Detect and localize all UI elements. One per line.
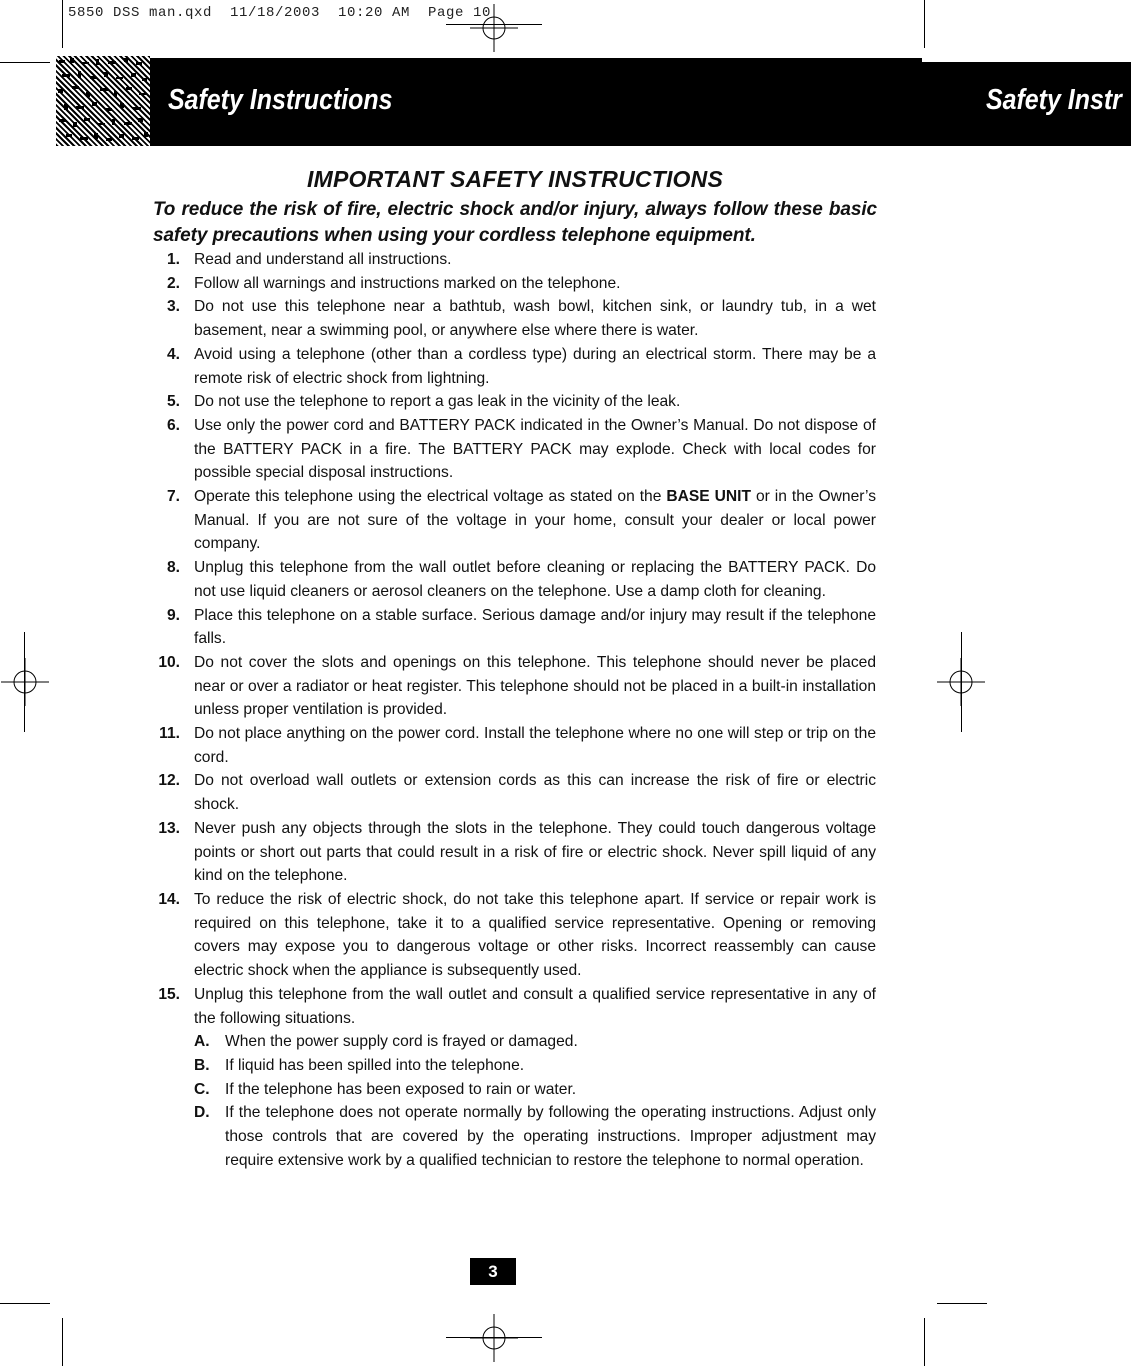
document-title: IMPORTANT SAFETY INSTRUCTIONS [307, 166, 723, 192]
item-text: Unplug this telephone from the wall outlet before cleaning or replacing the BATTERY PACK. Do not use liquid cleaners or aerosol cleaners on the telephone. Use a damp cloth for cleaning. [194, 559, 876, 600]
intro-paragraph: To reduce the risk of fire, electric shock and/or injury, always follow these basic safety precautions when using your cordless telephone equipment. [153, 199, 877, 246]
item-text: Place this telephone on a stable surface. Serious damage and/or injury may result if the telephone falls. [194, 606, 876, 648]
crop-mark [0, 1303, 50, 1304]
list-item [150, 272, 876, 296]
item-number: 5. [166, 393, 180, 411]
section-title-next-page: Safety Instr [986, 84, 1122, 116]
sub-item-text: If the telephone does not operate normally by following the operating instructions. Adjust only those controls that are covered by the operating instructions. Improper adjustment may require extensive work by a qualified technician to restore the telephone to normal operation. [225, 1104, 876, 1169]
list-item [150, 390, 876, 414]
list-item [150, 295, 876, 342]
item-text [194, 485, 876, 556]
item-text: Unplug this telephone from the wall outlet and consult a qualified service representative in any of the following situations. [194, 985, 876, 1027]
item-number: 4. [166, 345, 180, 363]
item-number: 8. [166, 559, 180, 577]
page-number: 3 [470, 1258, 516, 1285]
item-number: 12. [158, 772, 180, 790]
sub-item-text: If liquid has been spilled into the telephone. [225, 1056, 525, 1074]
list-item [150, 888, 876, 983]
item-number: 9. [166, 606, 180, 624]
sub-item-text: If the telephone has been exposed to rain or water. [225, 1080, 577, 1098]
sub-item-text: When the power supply cord is frayed or damaged. [225, 1033, 578, 1051]
item-number: 1. [166, 251, 180, 268]
item-text: Do not overload wall outlets or extension cords as this can increase the risk of fire or electric shock. [194, 772, 876, 814]
item-text: Do not cover the slots and openings on this telephone. This telephone should never be placed near or over a radiator or heat register. This telephone should not be placed in a built-in installation unless proper ventilation is provided. [194, 653, 876, 719]
item-text: Use only the power cord and BATTERY PACK indicated in the Owner’s Manual. Do not dispose of the BATTERY PACK in a fire. The BATTERY PACK may explode. Check with local codes for possible special disposal instructions. [194, 416, 876, 482]
crop-mark [62, 0, 63, 48]
sublist-item [194, 1054, 876, 1078]
list-item [150, 556, 876, 603]
sub-item-letter: B. [194, 1056, 210, 1074]
item-number: 10. [158, 653, 180, 671]
list-item [150, 343, 876, 390]
item-number: 2. [166, 274, 180, 292]
item-text: Do not use the telephone to report a gas leak in the vicinity of the leak. [194, 393, 681, 411]
situations-sublist [194, 1030, 876, 1172]
item-number: 11. [159, 725, 180, 743]
item-number: 7. [166, 488, 180, 506]
header-bar-next-page [922, 62, 1131, 146]
sublist-item [194, 1101, 876, 1172]
crop-mark [961, 632, 962, 732]
crop-mark [937, 1303, 987, 1304]
registration-mark-icon [470, 4, 518, 52]
header-pattern-graphic [56, 56, 150, 146]
item-text: Do not place anything on the power cord. Install the telephone where no one will step or trip on the cord. [194, 725, 876, 766]
item-text-part: or in the Owner’s Manual. If you are not sure of the voltage in your home, consult your dealer or local power company. [194, 488, 877, 553]
list-item [150, 651, 876, 722]
crop-mark [0, 62, 50, 63]
print-slug: 5850 DSS man.qxd 11/18/2003 10:20 AM Page 10 [68, 5, 492, 21]
item-text: Read and understand all instructions. [194, 251, 452, 268]
sub-item-letter: A. [194, 1033, 210, 1051]
list-item [150, 248, 876, 272]
registration-mark-icon [470, 1314, 518, 1362]
safety-instructions-list [150, 248, 876, 1172]
item-text: Avoid using a telephone (other than a cordless type) during an electrical storm. There may be a remote risk of electric shock from lightning. [194, 345, 876, 387]
item-text-part: Operate this telephone using the electrical voltage as stated on the [194, 488, 667, 506]
crop-mark [24, 632, 25, 732]
list-item [150, 414, 876, 485]
item-text: To reduce the risk of electric shock, do not take this telephone apart. If service or repair work is required on this telephone, take it to a qualified service representative. Opening or removing covers may expose you to dangerous voltage or other risks. Incorrect reassembly can cause electric shock when the appliance is subsequently used. [194, 890, 876, 980]
list-item [150, 983, 876, 1173]
list-item [150, 817, 876, 888]
item-number: 13. [158, 819, 180, 837]
item-number: 3. [166, 298, 180, 316]
sub-item-letter: C. [194, 1080, 210, 1098]
list-item [150, 485, 876, 556]
sublist-item [194, 1030, 876, 1054]
sublist-item [194, 1078, 876, 1102]
sub-item-letter: D. [194, 1104, 210, 1122]
crop-mark [924, 0, 925, 48]
base-unit-term: BASE UNIT [666, 488, 752, 506]
list-item [150, 604, 876, 651]
registration-mark-icon [1, 658, 49, 706]
item-text: Do not use this telephone near a bathtub, wash bowl, kitchen sink, or laundry tub, in a wet basement, near a swimming pool, or anywhere else where there is water. [194, 298, 876, 340]
list-item [150, 722, 876, 769]
item-text: Follow all warnings and instructions marked on the telephone. [194, 274, 621, 292]
item-number: 15. [158, 985, 180, 1003]
item-number: 6. [166, 416, 180, 434]
section-title: Safety Instructions [168, 84, 393, 116]
crop-mark [62, 1318, 63, 1366]
item-number: 14. [158, 890, 180, 908]
crop-mark [924, 1318, 925, 1366]
item-text: Never push any objects through the slots in the telephone. They could touch dangerous voltage points or short out parts that could result in a risk of fire or electric shock. Never spill liquid of any kind on the telephone. [194, 819, 876, 885]
list-item [150, 769, 876, 816]
